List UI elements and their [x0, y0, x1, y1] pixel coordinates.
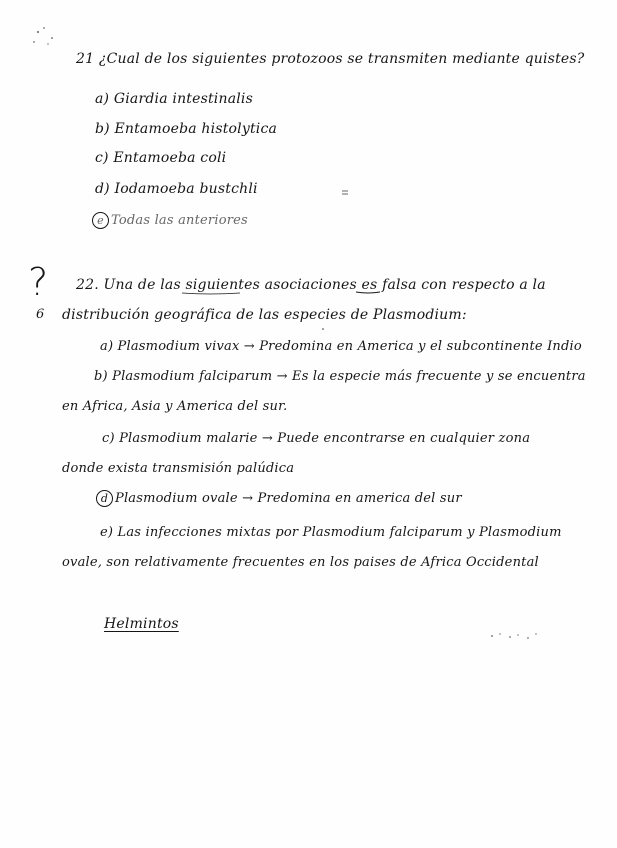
q21-option-a: a) Giardia intestinalis	[95, 91, 253, 107]
q22-option-e-line-2: ovale, son relativamente frecuentes en los paises de Africa Occidental	[62, 555, 539, 570]
q21-option-d: d) Iodamoeba bustchli	[95, 181, 258, 197]
section-heading: Helmintos	[104, 616, 179, 632]
question-21-text: 21 ¿Cual de los siguientes protozoos se transmiten mediante quistes?	[76, 51, 585, 67]
circled-answer-mark: e	[92, 212, 109, 229]
question-mark-annotation: ?	[28, 260, 49, 304]
q22-option-a: a) Plasmodium vivax → Predomina en America y el subcontinente Indio	[100, 339, 582, 354]
circled-answer-mark: d	[96, 490, 113, 507]
q22-option-d-text: Plasmodium ovale → Predomina en america del sur	[115, 491, 462, 506]
q22-option-c-line-2: donde exista transmisión palúdica	[62, 461, 295, 476]
q21-option-c: c) Entamoeba coli	[95, 150, 227, 166]
q21-option-e-text: Todas las anteriores	[111, 213, 248, 228]
q22-option-d	[96, 490, 462, 508]
q22-option-e-line-1: e) Las infecciones mixtas por Plasmodium falciparum y Plasmodium	[100, 525, 562, 540]
question-22-line-2: distribución geográfica de las especies de Plasmodium:	[62, 307, 467, 323]
q21-option-b: b) Entamoeba histolytica	[95, 121, 278, 137]
question-22-line-1: 22. Una de las siguientes asociaciones es falsa con respecto a la	[76, 277, 546, 293]
q22-option-b-line-2: en Africa, Asia y America del sur.	[62, 399, 288, 414]
q21-option-e	[92, 212, 248, 230]
side-mark: 6	[36, 307, 45, 322]
q22-option-c-line-1: c) Plasmodium malarie → Puede encontrarse en cualquier zona	[102, 431, 531, 446]
q22-option-b-line-1: b) Plasmodium falciparum → Es la especie más frecuente y se encuentra	[94, 369, 586, 384]
